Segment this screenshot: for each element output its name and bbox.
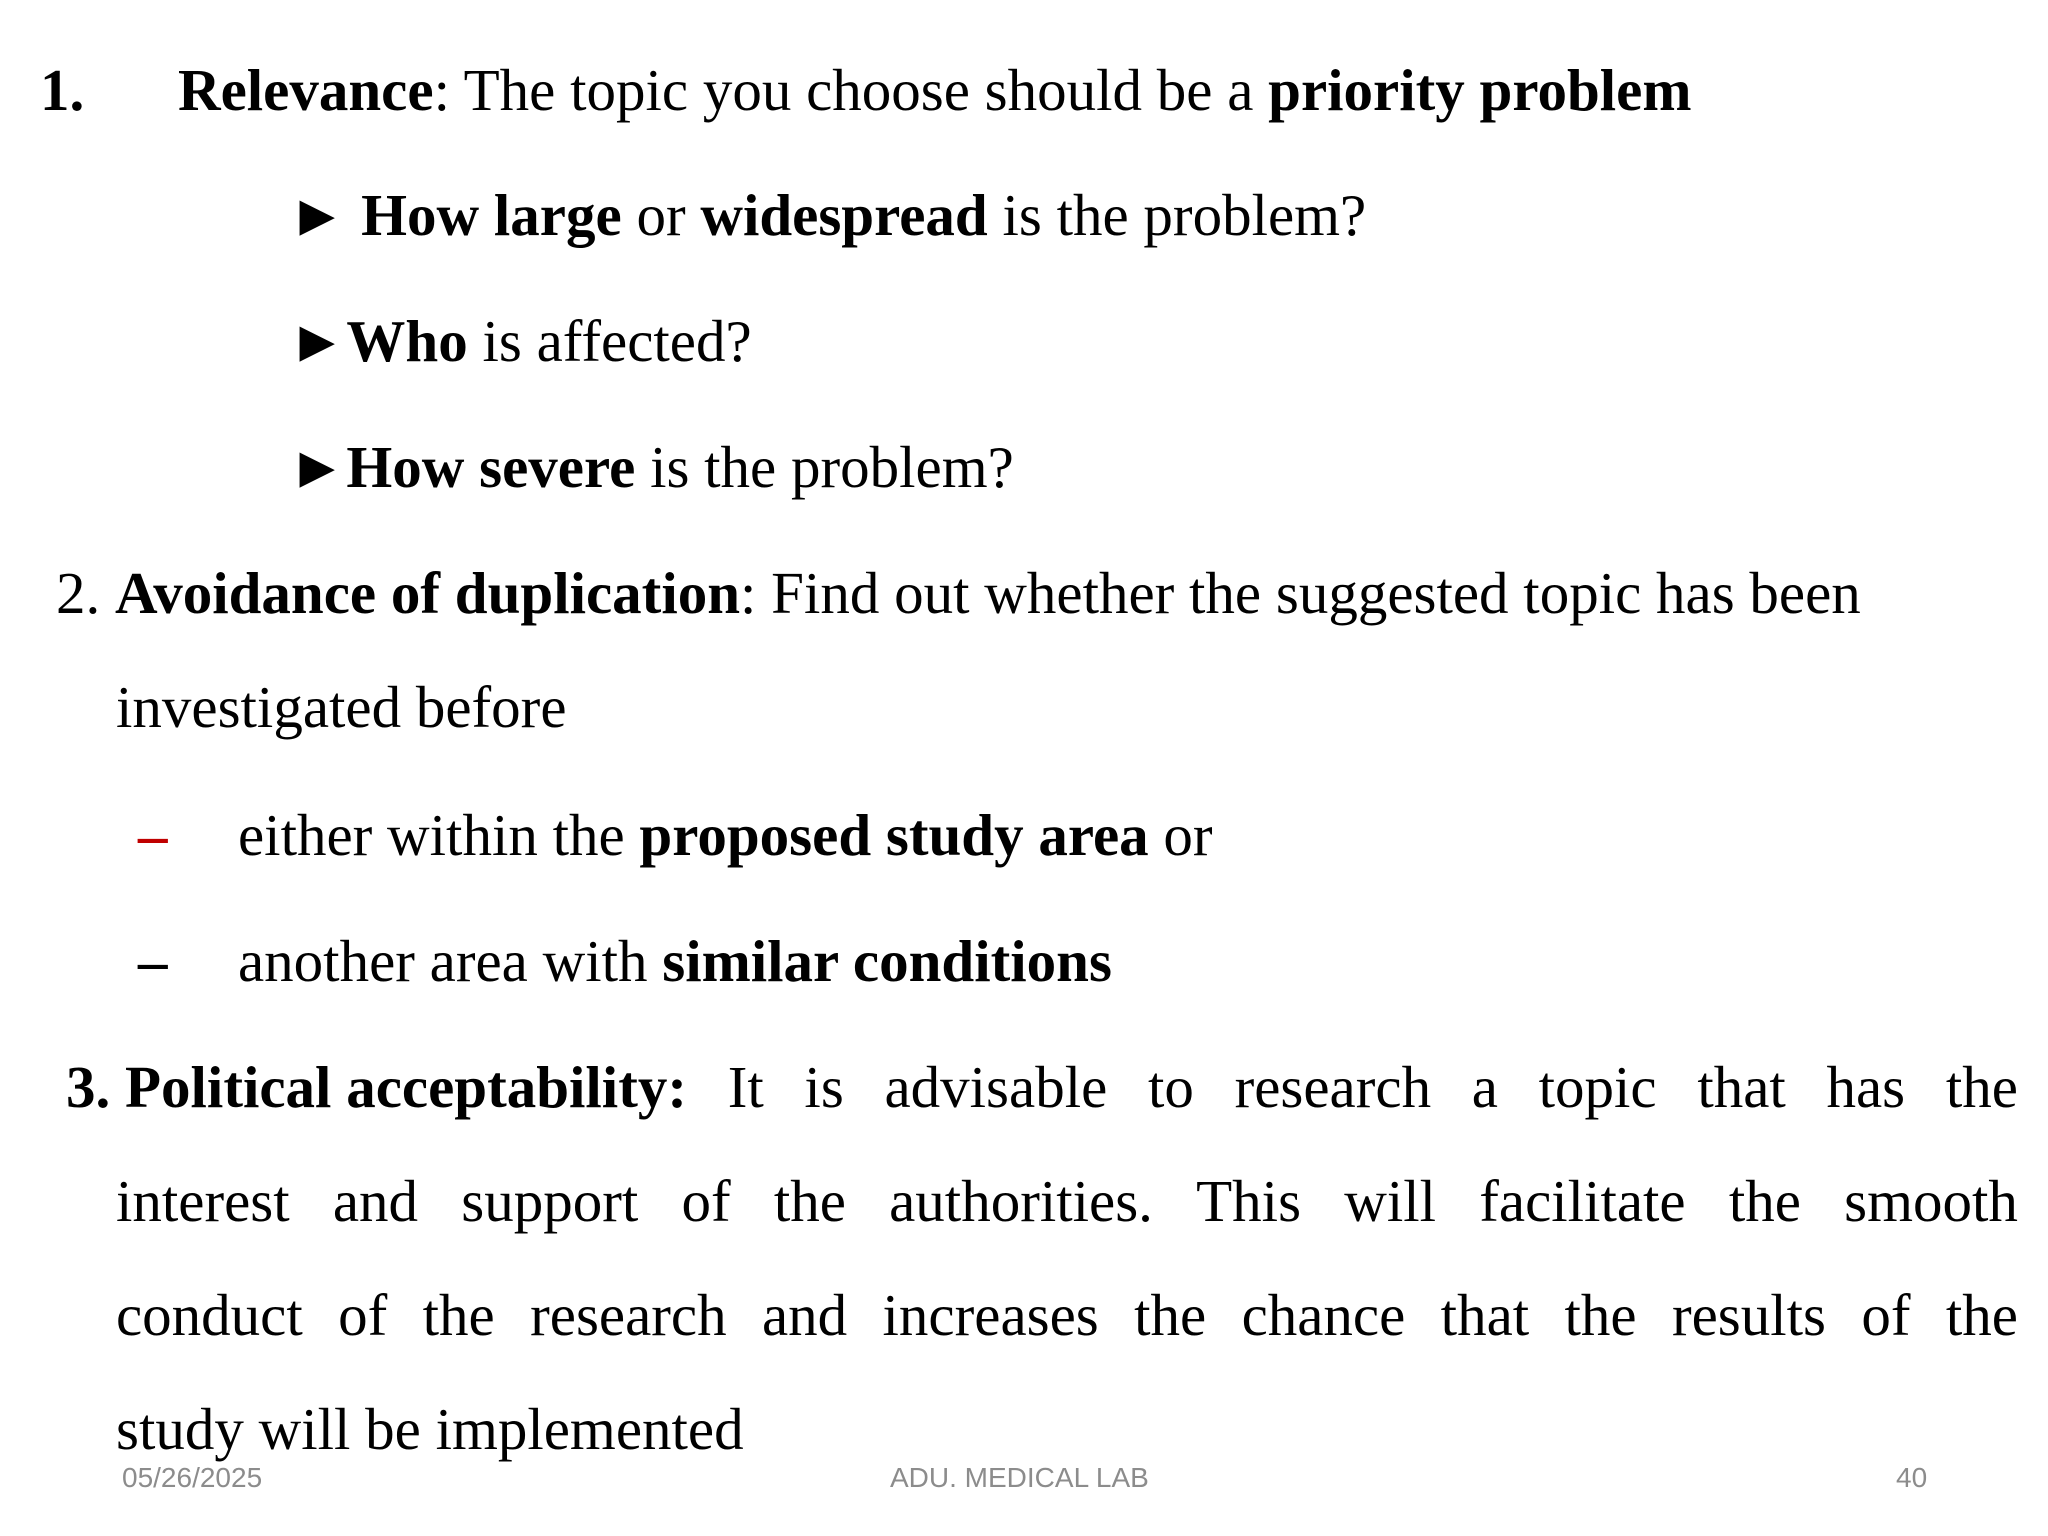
word: of: [681, 1168, 731, 1234]
word: increases: [882, 1282, 1099, 1348]
item2-term: Avoidance of duplication: [115, 560, 741, 626]
item1-bullet-2: [288, 306, 752, 376]
subpoint-2-text: another area with: [238, 928, 663, 994]
item1-bullet-3: [288, 432, 1014, 502]
item1-emphasis: priority problem: [1268, 57, 1692, 123]
subpoint-1-bold: proposed study area: [639, 802, 1149, 868]
word: will: [1344, 1168, 1437, 1234]
word: This: [1196, 1168, 1302, 1234]
bullet-1-bold-2: widespread: [700, 182, 988, 248]
item3-line-1: [66, 1052, 2018, 1122]
item2-text: : Find out whether the suggested topic has been: [740, 560, 1861, 626]
word: research: [530, 1282, 727, 1348]
item3-line-4: study will be implemented: [116, 1396, 744, 1462]
subpoint-2-bold: similar conditions: [662, 928, 1112, 994]
bullet-1-bold-1: How large: [361, 182, 622, 248]
word: of: [338, 1282, 388, 1348]
word: chance: [1241, 1282, 1406, 1348]
word: It: [727, 1054, 764, 1120]
item3-line-3: [116, 1280, 2018, 1350]
bullet-3-text: is the problem?: [635, 434, 1014, 500]
word: the: [422, 1282, 495, 1348]
word: the: [1564, 1282, 1637, 1348]
word: facilitate: [1479, 1168, 1686, 1234]
word: the: [1945, 1282, 2018, 1348]
item2-continuation: investigated before: [116, 674, 567, 740]
word: the: [773, 1168, 846, 1234]
word: the: [1134, 1282, 1207, 1348]
word: a: [1471, 1054, 1498, 1120]
word: the: [1728, 1168, 1801, 1234]
triangle-bullet-icon: ►: [288, 434, 347, 500]
word: that: [1440, 1282, 1530, 1348]
item1-bullet-1: [288, 180, 1366, 250]
footer-page-number: 40: [1896, 1462, 1928, 1493]
item3-lead: 3. Political acceptability:: [66, 1054, 687, 1120]
word: and: [761, 1282, 848, 1348]
word: advisable: [884, 1054, 1108, 1120]
word: that: [1697, 1054, 1786, 1120]
item2-subpoint-2: [238, 926, 1112, 996]
subpoint-1-text-2: or: [1148, 802, 1213, 868]
bullet-1-text-2: is the problem?: [987, 182, 1367, 248]
word: conduct: [116, 1282, 303, 1348]
word: to: [1147, 1054, 1194, 1120]
item2-number: 2.: [56, 560, 115, 626]
triangle-bullet-icon: ►: [288, 182, 347, 248]
item1-number: 1.: [40, 57, 85, 123]
bullet-2-bold: Who: [346, 308, 468, 374]
word: support: [461, 1168, 639, 1234]
item1-text: : The topic you choose should be a: [433, 57, 1269, 123]
word: is: [804, 1054, 844, 1120]
word: topic: [1538, 1054, 1657, 1120]
bullet-1-text-1: or: [621, 182, 701, 248]
footer-title: ADU. MEDICAL LAB: [890, 1462, 1149, 1493]
bullet-3-bold: How severe: [346, 434, 636, 500]
word: research: [1234, 1054, 1432, 1120]
item3-line-2: [116, 1166, 2018, 1236]
item1-heading: [178, 55, 1692, 125]
triangle-bullet-icon: ►: [288, 308, 347, 374]
dash-bullet-icon: –: [138, 802, 168, 868]
footer-date: 05/26/2025: [122, 1462, 263, 1493]
word: has: [1826, 1054, 1906, 1120]
word: results: [1671, 1282, 1827, 1348]
subpoint-1-text-1: either within the: [238, 802, 640, 868]
item1-term: Relevance: [178, 57, 434, 123]
word: interest: [116, 1168, 290, 1234]
bullet-2-text: is affected?: [467, 308, 752, 374]
word: the: [1945, 1054, 2018, 1120]
item2-heading: [56, 558, 1861, 628]
word: authorities.: [889, 1168, 1153, 1234]
word: smooth: [1844, 1168, 2018, 1234]
word: and: [332, 1168, 419, 1234]
item2-subpoint-1: [238, 800, 1213, 870]
dash-bullet-icon: –: [138, 928, 168, 994]
word: of: [1861, 1282, 1911, 1348]
